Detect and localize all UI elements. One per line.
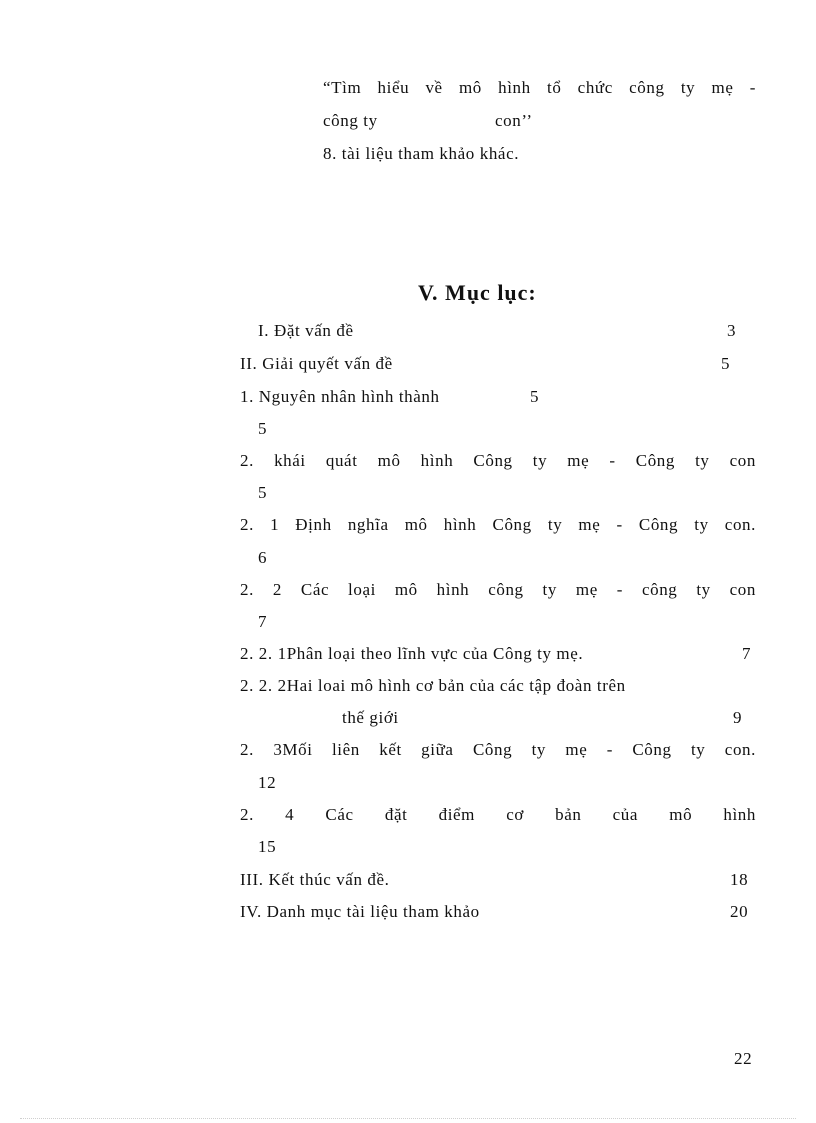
toc-entry-page: 9 [733,708,743,727]
toc-entry-title: IV. Danh mục tài liệu tham khảo [240,902,480,921]
toc-entry-page: 15 [258,837,277,856]
toc-entry-title: 2. 2 Các loại mô hình công ty mẹ - công ty con [240,580,756,599]
toc-entry-page-secondary: 5 [258,419,268,438]
intro-quote-line1: “Tìm hiểu về mô hình tổ chức công ty mẹ - [323,78,756,97]
toc-entry-page: 6 [258,548,268,567]
toc-entry-title: 2. 2. 2Hai loai mô hình cơ bản của các tập đoàn trên [240,676,626,695]
toc-entry-title: 2. 2. 1Phân loại theo lĩnh vực của Công ty mẹ. [240,644,584,663]
toc-entry-title: II. Giải quyết vấn đề [240,354,393,373]
intro-item-8: 8. tài liệu tham khảo khác. [323,144,520,163]
toc-entry-page: 5 [258,483,268,502]
toc-entry-title: 1. Nguyên nhân hình thành [240,387,440,406]
toc-entry-page: 7 [742,644,752,663]
toc-entry-title: 2. 4 Các đặt điểm cơ bản của mô hình [240,805,756,824]
toc-entry-title: 2. 3Mối liên kết giữa Công ty mẹ - Công ty con. [240,740,756,759]
toc-entry-page: 12 [258,773,277,792]
toc-entry-title: 2. 1 Định nghĩa mô hình Công ty mẹ - Công ty con. [240,515,756,534]
toc-entry-title: I. Đặt vấn đề [258,321,354,340]
page-bottom-rule [20,1118,796,1119]
toc-entry-page: 7 [258,612,268,631]
toc-heading: V. Mục lục: [418,280,537,305]
page-number: 22 [734,1049,753,1068]
toc-entry-page: 20 [730,902,749,921]
toc-entry-page: 3 [727,321,737,340]
intro-quote-line2-b: con’’ [495,111,533,130]
toc-entry-page: 18 [730,870,749,889]
toc-entry-page: 5 [721,354,731,373]
toc-entry-title: III. Kết thúc vấn đề. [240,870,390,889]
intro-quote-line2-a: công ty [323,111,378,130]
toc-entry-title: 2. khái quát mô hình Công ty mẹ - Công ty con [240,451,756,470]
toc-entry-title-continued: thế giới [342,708,399,727]
toc-entry-page: 5 [530,387,540,406]
intro-quote-line2 [323,111,533,131]
